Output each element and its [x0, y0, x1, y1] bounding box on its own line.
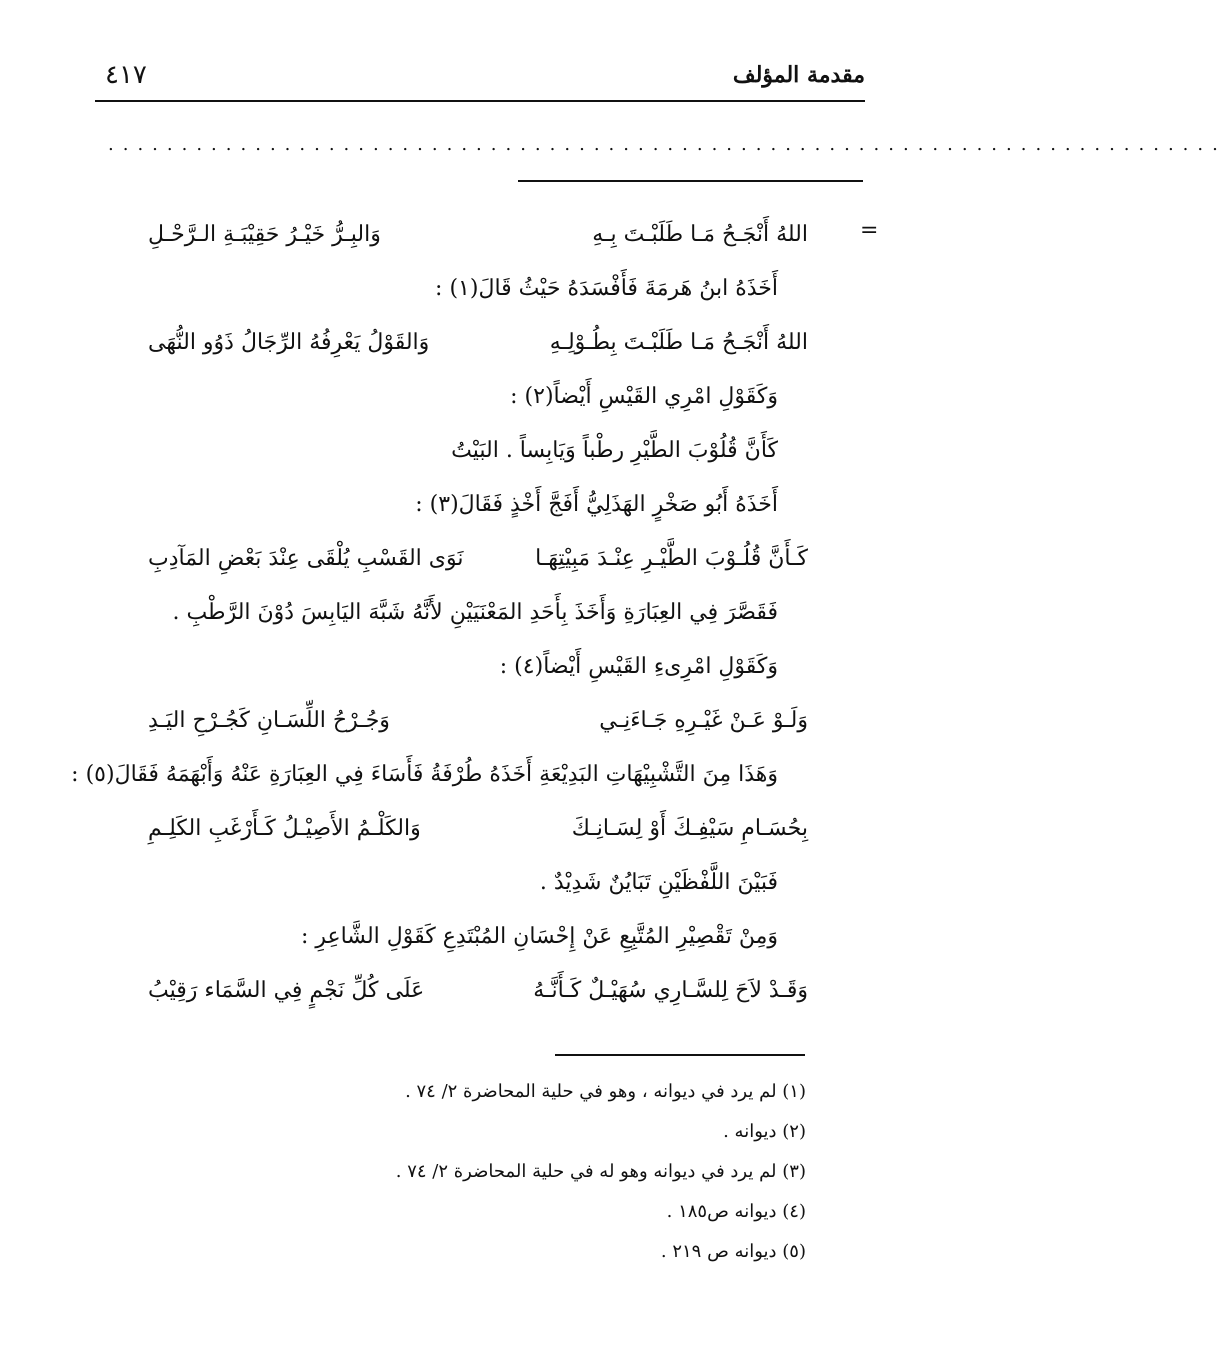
prose-line: فَبَيْنَ اللَّفْظَيْنِ تَبَايُنٌ شَدِيْدٌ .	[539, 870, 778, 895]
verse-second-hemistich: وَالكَلْـمُ الأَصِيْـلُ كَـأَرْغَبِ الكَلِـمِ	[148, 816, 421, 841]
verse-second-hemistich: وَالقَوْلُ يَعْرِفُهُ الرِّجَالُ ذَوُو النُّهَى	[148, 330, 430, 355]
verse-second-hemistich: نَوَى القَسْبِ يُلْقَى عِنْدَ بَعْضِ المَآدِبِ	[148, 546, 464, 571]
page-header	[95, 52, 865, 98]
verse-second-hemistich: وَالبِـرُّ خَيْـرُ حَقِيْبَـةِ الـرَّحْـلِ	[148, 222, 381, 247]
footnote: (٢) ديوانه .	[723, 1121, 806, 1142]
verse-first-hemistich: كَـأَنَّ قُلُـوْبَ الطَّيْـرِ عِنْـدَ مَبِيْتِهَـا	[535, 546, 808, 571]
page-number: ٤١٧	[105, 60, 147, 90]
footnote-rule	[555, 1054, 805, 1056]
footnote: (٥) ديوانه ص ٢١٩ .	[660, 1241, 806, 1262]
running-title: مقدمة المؤلف	[732, 62, 865, 88]
verse-line	[148, 694, 808, 748]
continuation-mark: =	[860, 218, 879, 243]
verse-second-hemistich: وَجُـرْحُ اللِّسَـانِ كَجُـرْحِ اليَـدِ	[148, 708, 390, 733]
verse-line	[148, 964, 808, 1018]
prose-line: أَخَذَهُ أَبُو صَخْرٍ الهَذَلِيُّ أَفَجَّ أَخْذٍ فَقَالَ(٣) :	[415, 492, 778, 517]
header-rule	[95, 100, 865, 102]
footnotes	[200, 1072, 806, 1272]
verse-first-hemistich: اللهُ أَنْجَـحُ مَـا طَلَبْـتَ بِـهِ	[592, 222, 808, 247]
main-text	[71, 208, 808, 1018]
prose-line: وَكَقَوْلِ امْرِىءِ القَيْسِ أَيْضاً(٤) :	[499, 654, 778, 679]
verse-line	[148, 532, 808, 586]
verse-first-hemistich: اللهُ أَنْجَـحُ مَـا طَلَبْـتَ بِطُـوْلِـهِ	[549, 330, 808, 355]
prose-line: أَخَذَهُ ابنُ هَرمَةَ فَأَفْسَدَهُ حَيْثُ قَالَ(١) :	[435, 276, 778, 301]
prose-line: وَمِنْ تَقْصِيْرِ المُتَّبِعِ عَنْ إِحْسَانِ المُبْتَدِعِ كَقَوْلِ الشَّاعِرِ :	[300, 924, 778, 949]
footnote: (١) لم يرد في ديوانه ، وهو في حلية المحاضرة ٢/ ٧٤ .	[405, 1081, 806, 1102]
verse-line	[148, 208, 808, 262]
verse-first-hemistich: وَلَـوْ عَـنْ غَيْـرِهِ جَـاءَنِـي	[599, 708, 808, 733]
prose-line: كَأَنَّ قُلُوْبَ الطَّيْرِ رطْباً وَيَابِساً . البَيْتُ	[451, 438, 778, 463]
dotted-separator: ............................................................................	[108, 134, 1227, 155]
continuation-rule	[518, 180, 863, 182]
verse-first-hemistich: وَقَـدْ لاَحَ لِلسَّـارِي سُهَيْـلٌ كَـأَنَّـهُ	[533, 978, 808, 1003]
footnote: (٤) ديوانه ص١٨٥ .	[666, 1201, 806, 1222]
verse-first-hemistich: بِحُسَـامِ سَيْفِـكَ أَوْ لِسَـانِـكَ	[571, 816, 808, 841]
footnote: (٣) لم يرد في ديوانه وهو له في حلية المحاضرة ٢/ ٧٤ .	[395, 1161, 806, 1182]
verse-line	[148, 316, 808, 370]
verse-line	[148, 802, 808, 856]
verse-second-hemistich: عَلَى كُلِّ نَجْمٍ فِي السَّمَاء رَقِيْبُ	[148, 978, 425, 1003]
prose-line: فَقَصَّرَ فِي العِبَارَةِ وَأَخَذَ بِأَحَدِ المَعْنَيَيْنِ لأَنَّهُ شَبَّهَ اليَابِسَ دُوْنَ الرَّطْبِ .	[172, 600, 778, 625]
prose-line: وَكَقَوْلِ امْرِي القَيْسِ أَيْضاً(٢) :	[510, 384, 778, 409]
prose-line: وَهَذَا مِنَ التَّشْبِيْهَاتِ البَدِيْعَةِ أَخَذَهُ طُرْفَةُ فَأَسَاءَ فِي العِبَارَةِ عَنْهُ وَأَبْهَمَهُ فَقَالَ(٥) :	[71, 762, 778, 787]
